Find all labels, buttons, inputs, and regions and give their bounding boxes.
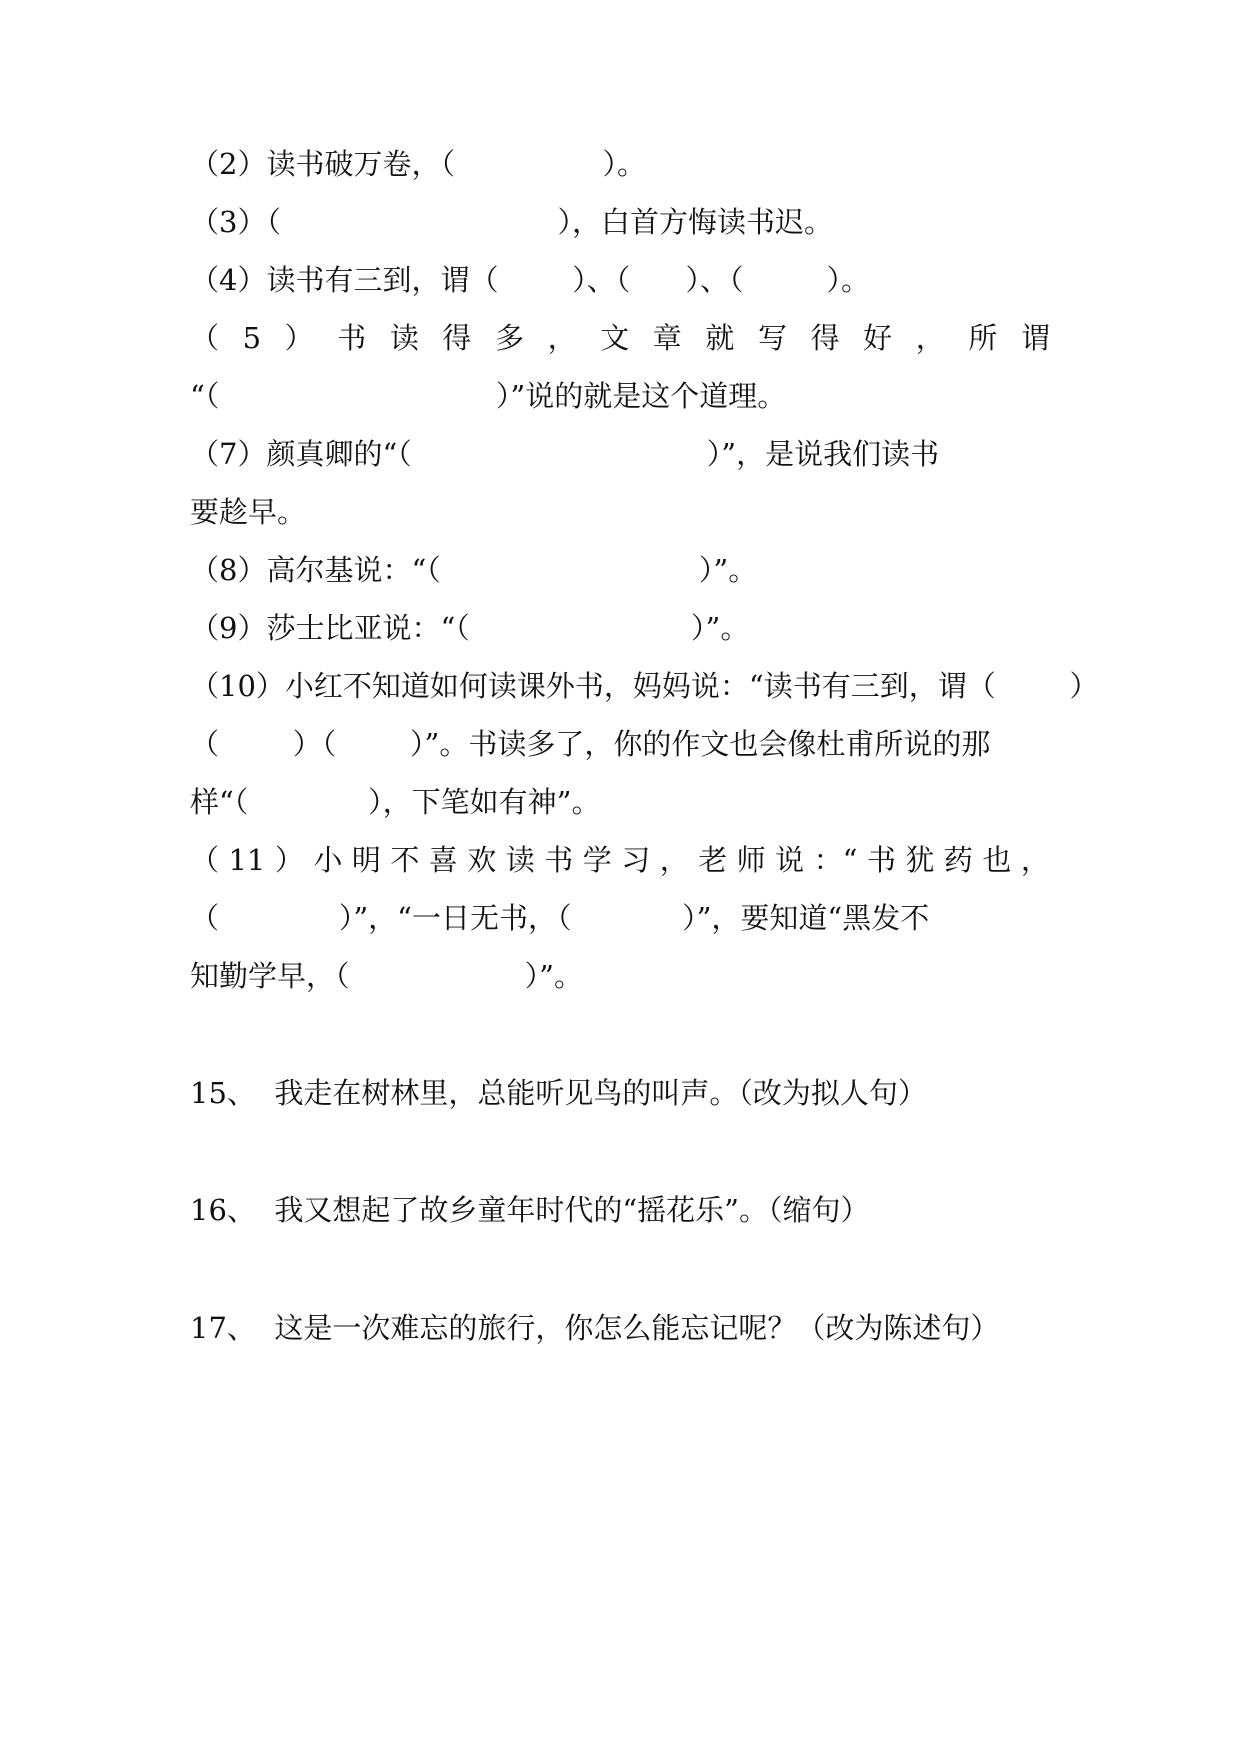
- item-8-line: （8）高尔基说：“（ ）”。: [190, 553, 758, 587]
- item-11-char: 习: [621, 843, 651, 877]
- item-11-char: 学: [582, 843, 612, 877]
- item-11-char: 喜: [428, 843, 458, 877]
- item-11-char: 也: [982, 843, 1012, 877]
- item-5-char: ，: [547, 321, 577, 355]
- question-17: 17、 这是一次难忘的旅行，你怎么能忘记呢？（改为陈述句）: [190, 1311, 1000, 1345]
- item-5-char: 所: [968, 321, 998, 355]
- item-5-line-2: “（ ）”说的就是这个道理。: [190, 379, 787, 413]
- item-11-char: 师: [736, 843, 766, 877]
- item-5-char: 得: [442, 321, 472, 355]
- item-5-char: 多: [495, 321, 525, 355]
- item-11-line-1: [190, 842, 1050, 878]
- item-11-char: 说: [775, 843, 805, 877]
- item-11-char: 不: [390, 843, 420, 877]
- item-10-line-1: （10）小红不知道如何读课外书，妈妈说：“读书有三到，谓（ ）: [190, 669, 1099, 703]
- item-11-char: 犹: [905, 843, 935, 877]
- item-5-char: ，: [915, 321, 945, 355]
- item-11-char: 明: [351, 843, 381, 877]
- item-5-char: 就: [705, 321, 735, 355]
- item-11-char: ，: [1020, 843, 1050, 877]
- item-11-char: ，: [659, 843, 689, 877]
- item-11-char: 欢: [467, 843, 497, 877]
- item-10-line-3: 样“（ ），下笔如有神”。: [190, 785, 601, 819]
- item-5-char: 写: [757, 321, 787, 355]
- item-11-char: 老: [698, 843, 728, 877]
- item-7-line-2: 要趁早。: [190, 495, 307, 529]
- item-5-char: 谓: [1020, 321, 1050, 355]
- item-5-char: 书: [337, 321, 367, 355]
- item-11-line-2: （ ）”，“一日无书，（ ）”，要知道“黑发不: [190, 901, 930, 935]
- question-15: 15、 我走在树林里，总能听见鸟的叫声。（改为拟人句）: [190, 1076, 927, 1110]
- item-5-char: ）: [284, 321, 314, 355]
- item-11-char: ）: [274, 843, 304, 877]
- item-11-char: 11: [228, 843, 266, 877]
- item-11-char: 小: [313, 843, 343, 877]
- item-2-line: （2）读书破万卷，（ ）。: [190, 147, 646, 181]
- question-16: 16、 我又想起了故乡童年时代的“摇花乐”。（缩句）: [190, 1193, 870, 1227]
- item-11-char: 书: [544, 843, 574, 877]
- item-5-char: 章: [652, 321, 682, 355]
- item-5-char: 得: [810, 321, 840, 355]
- item-7-line-1: （7）颜真卿的“（ ）”，是说我们读书: [190, 437, 940, 471]
- item-10-line-2: （ ）（ ）”。书读多了，你的作文也会像杜甫所说的那: [190, 727, 991, 761]
- item-4-line: （4）读书有三到，谓（ ）、（ ）、（ ）。: [190, 263, 870, 297]
- item-11-char: 药: [943, 843, 973, 877]
- item-11-char: （: [190, 843, 220, 877]
- item-5-char: 读: [389, 321, 419, 355]
- item-9-line: （9）莎士比亚说：“（ ）”。: [190, 611, 750, 645]
- item-5-char: 文: [600, 321, 630, 355]
- item-11-char: 书: [866, 843, 896, 877]
- item-3-line: （3）（ ），白首方悔读书迟。: [190, 205, 833, 239]
- item-5-char: （: [190, 321, 220, 355]
- item-11-char: ：“: [813, 843, 858, 877]
- item-11-char: 读: [505, 843, 535, 877]
- item-5-char: 5: [242, 321, 262, 355]
- item-5-char: 好: [863, 321, 893, 355]
- item-11-line-3: 知勤学早，（ ）”。: [190, 959, 583, 993]
- item-5-line-1: [190, 320, 1050, 356]
